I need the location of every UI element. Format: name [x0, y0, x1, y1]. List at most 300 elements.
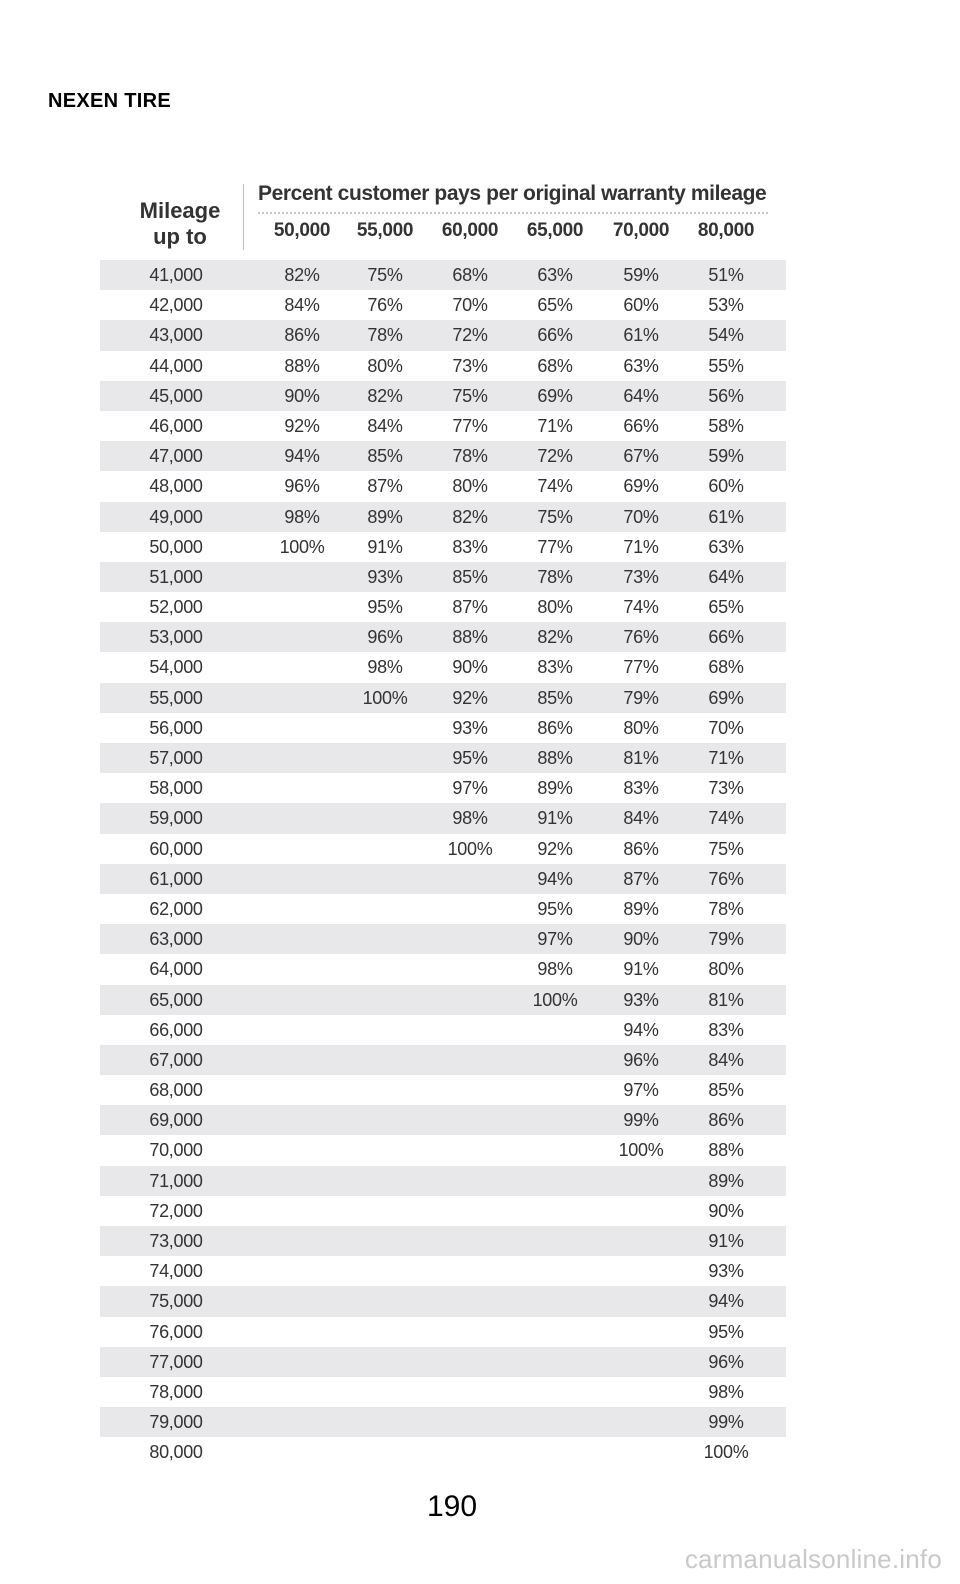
percent-cell: 78% — [367, 325, 403, 346]
percent-cell: 86% — [284, 325, 320, 346]
mileage-cell: 51,000 — [149, 566, 203, 587]
percent-cell: 88% — [284, 355, 320, 376]
percent-cell — [512, 1437, 598, 1467]
percent-cell — [427, 1135, 513, 1165]
percent-cell — [427, 1317, 513, 1347]
table-row — [100, 834, 786, 864]
percent-cell — [259, 622, 345, 652]
mileage-cell: 75,000 — [149, 1291, 203, 1312]
percent-cell: 85% — [537, 687, 573, 708]
percent-cell: 77% — [537, 536, 573, 557]
percent-cell: 91% — [708, 1231, 744, 1251]
percent-cell — [342, 834, 428, 864]
percent-cell — [259, 1135, 345, 1165]
percent-cell — [259, 1015, 345, 1045]
percent-cell — [342, 743, 428, 773]
percent-cell: 74% — [623, 597, 659, 618]
mileage-cell: 56,000 — [149, 717, 203, 738]
percent-cell: 83% — [452, 536, 488, 557]
percent-cell: 82% — [284, 265, 320, 285]
mileage-cell: 70,000 — [149, 1140, 203, 1161]
mileage-cell: 46,000 — [149, 415, 203, 436]
table-row — [100, 864, 786, 894]
percent-cell — [427, 1075, 513, 1105]
table-body — [100, 260, 786, 1468]
percent-cell: 92% — [537, 838, 573, 859]
percent-cell — [512, 1377, 598, 1407]
percent-cell: 64% — [623, 385, 659, 406]
percent-cell — [427, 1166, 513, 1196]
percent-cell: 64% — [708, 566, 744, 587]
percent-cell — [259, 985, 345, 1015]
percent-cell — [342, 713, 428, 743]
percent-cell: 98% — [537, 959, 573, 980]
table-row — [100, 1135, 786, 1165]
percent-cell — [342, 1347, 428, 1377]
table-row — [100, 1377, 786, 1407]
mileage-cell: 68,000 — [149, 1080, 203, 1101]
column-header: 55,000 — [356, 220, 414, 241]
percent-cell: 58% — [708, 415, 744, 436]
percent-cell: 94% — [537, 868, 573, 889]
percent-cell: 69% — [537, 385, 573, 406]
percent-cell — [342, 1166, 428, 1196]
percent-cell: 76% — [708, 868, 744, 889]
mileage-cell: 59,000 — [149, 808, 203, 829]
percent-cell: 78% — [708, 898, 744, 919]
mileage-cell: 62,000 — [149, 898, 203, 919]
column-header: 60,000 — [441, 220, 499, 241]
percent-cell: 82% — [452, 506, 488, 527]
table-row — [100, 592, 786, 622]
percent-cell: 75% — [452, 385, 488, 406]
percent-cell — [259, 834, 345, 864]
table-row — [100, 985, 786, 1015]
percent-cell: 97% — [623, 1080, 659, 1101]
percent-cell: 77% — [452, 415, 488, 436]
percent-cell: 51% — [708, 265, 744, 285]
table-row — [100, 924, 786, 954]
percent-cell — [512, 1256, 598, 1286]
percent-cell — [512, 1045, 598, 1075]
table-row — [100, 532, 786, 562]
percent-cell: 59% — [623, 265, 659, 285]
mileage-cell: 76,000 — [149, 1321, 203, 1342]
percent-cell — [342, 985, 428, 1015]
percent-cell: 68% — [537, 355, 573, 376]
mileage-cell: 78,000 — [149, 1381, 203, 1402]
percent-cell — [259, 713, 345, 743]
mileage-cell: 41,000 — [149, 265, 203, 285]
mileage-header-line-2: up to — [153, 224, 207, 249]
mileage-cell: 72,000 — [149, 1200, 203, 1221]
percent-cell: 66% — [708, 627, 744, 648]
mileage-cell: 64,000 — [149, 959, 203, 980]
percent-cell: 71% — [537, 415, 573, 436]
percent-cell: 73% — [708, 778, 744, 799]
percent-cell — [598, 1317, 684, 1347]
percent-cell: 75% — [367, 265, 403, 285]
percent-cell — [598, 1166, 684, 1196]
percent-cell: 73% — [452, 355, 488, 376]
table-row — [100, 803, 786, 833]
mileage-cell: 53,000 — [149, 627, 203, 648]
table-row — [100, 411, 786, 441]
mileage-cell: 52,000 — [149, 597, 203, 618]
mileage-cell: 74,000 — [149, 1261, 203, 1282]
percent-cell — [259, 1166, 345, 1196]
percent-cell — [427, 1226, 513, 1256]
percent-cell — [512, 1226, 598, 1256]
percent-cell — [598, 1347, 684, 1377]
percent-cell: 94% — [623, 1019, 659, 1040]
percent-cell — [342, 1196, 428, 1226]
percent-cell: 68% — [708, 657, 744, 678]
percent-cell: 60% — [623, 295, 659, 316]
table-row — [100, 683, 786, 713]
percent-cell: 86% — [537, 717, 573, 738]
percent-cell: 96% — [623, 1049, 659, 1070]
percent-cell: 78% — [537, 566, 573, 587]
mileage-cell: 80,000 — [149, 1442, 203, 1463]
percent-cell — [259, 1286, 345, 1316]
mileage-cell: 67,000 — [149, 1049, 203, 1070]
percent-cell — [342, 803, 428, 833]
percent-cell: 96% — [367, 627, 403, 648]
percent-cell: 79% — [623, 687, 659, 708]
table-row — [100, 1015, 786, 1045]
percent-cell — [259, 1437, 345, 1467]
percent-cell: 98% — [367, 657, 403, 678]
percent-cell: 100% — [279, 536, 325, 557]
percent-cell: 90% — [623, 929, 659, 950]
percent-cell — [259, 1377, 345, 1407]
percent-cell — [259, 773, 345, 803]
percent-cell: 82% — [537, 627, 573, 648]
percent-cell — [512, 1407, 598, 1437]
percent-cell: 99% — [623, 1110, 659, 1131]
percent-cell — [259, 592, 345, 622]
percent-cell: 89% — [623, 898, 659, 919]
table-row — [100, 773, 786, 803]
percent-cell: 68% — [452, 265, 488, 285]
table-row — [100, 1196, 786, 1226]
table-row — [100, 502, 786, 532]
table-row — [100, 1407, 786, 1437]
mileage-cell: 42,000 — [149, 295, 203, 316]
percent-cell: 70% — [623, 506, 659, 527]
percent-cell: 71% — [708, 748, 744, 768]
percent-cell: 67% — [623, 446, 659, 467]
percent-cell: 73% — [623, 566, 659, 587]
table-row — [100, 1347, 786, 1377]
percent-cell — [259, 1407, 345, 1437]
mileage-cell: 71,000 — [149, 1170, 203, 1191]
column-header: 65,000 — [526, 220, 584, 241]
mileage-cell: 65,000 — [149, 989, 203, 1010]
percent-cell: 61% — [708, 506, 744, 527]
mileage-cell: 55,000 — [149, 687, 203, 708]
percent-cell: 75% — [537, 506, 573, 527]
percent-cell: 84% — [367, 415, 403, 436]
percent-cell — [512, 1166, 598, 1196]
percent-cell — [259, 924, 345, 954]
percent-cell — [259, 683, 345, 713]
percent-cell — [259, 743, 345, 773]
table-row — [100, 1075, 786, 1105]
percent-cell: 84% — [708, 1049, 744, 1070]
table-row — [100, 1256, 786, 1286]
percent-cell: 89% — [537, 778, 573, 799]
percent-cell — [598, 1437, 684, 1467]
percent-cell: 98% — [452, 808, 488, 829]
percent-cell: 98% — [284, 506, 320, 527]
percent-cell: 55% — [708, 355, 744, 376]
mileage-cell: 61,000 — [149, 868, 203, 889]
percent-cell: 91% — [623, 959, 659, 980]
percent-cell: 94% — [708, 1291, 744, 1312]
table-row — [100, 713, 786, 743]
percent-cell: 93% — [367, 566, 403, 587]
percent-cell: 85% — [708, 1080, 744, 1101]
percent-cell: 88% — [452, 627, 488, 648]
percent-cell — [259, 954, 345, 984]
table-row — [100, 351, 786, 381]
percent-cell: 53% — [708, 295, 744, 316]
percent-cell: 65% — [708, 597, 744, 618]
percent-cell: 77% — [623, 657, 659, 678]
percent-cell — [342, 1135, 428, 1165]
percent-cell: 88% — [708, 1140, 744, 1161]
percent-cell — [427, 1437, 513, 1467]
table-row — [100, 290, 786, 320]
percent-cell — [598, 1286, 684, 1316]
percent-cell: 72% — [537, 446, 573, 467]
percent-cell: 82% — [367, 385, 403, 406]
percent-cell — [259, 1317, 345, 1347]
percent-cell: 69% — [623, 476, 659, 497]
table-row — [100, 1105, 786, 1135]
percent-cell: 59% — [708, 446, 744, 467]
mileage-cell: 47,000 — [149, 446, 203, 467]
mileage-cell: 63,000 — [149, 929, 203, 950]
table-row — [100, 471, 786, 501]
percent-cell — [427, 1377, 513, 1407]
percent-cell — [342, 1286, 428, 1316]
percent-cell — [259, 1075, 345, 1105]
percent-cell: 74% — [537, 476, 573, 497]
percent-cell — [259, 1045, 345, 1075]
percent-cell — [259, 1226, 345, 1256]
percent-cell — [342, 1105, 428, 1135]
percent-cell: 96% — [284, 476, 320, 497]
percent-cell — [259, 1347, 345, 1377]
table-row — [100, 1166, 786, 1196]
percent-cell — [342, 1256, 428, 1286]
percent-cell — [598, 1196, 684, 1226]
percent-cell: 85% — [367, 446, 403, 467]
percent-cell: 100% — [447, 838, 493, 859]
mileage-cell: 57,000 — [149, 748, 203, 768]
percent-cell — [342, 1317, 428, 1347]
percent-cell: 95% — [367, 597, 403, 618]
table-row — [100, 1226, 786, 1256]
table-row — [100, 1045, 786, 1075]
percent-cell — [342, 864, 428, 894]
mileage-cell: 45,000 — [149, 385, 203, 406]
percent-cell — [259, 1256, 345, 1286]
percent-cell: 71% — [623, 536, 659, 557]
percent-cell: 94% — [284, 446, 320, 467]
percent-cell: 86% — [623, 838, 659, 859]
percent-cell: 100% — [362, 687, 408, 708]
percent-cell: 79% — [708, 929, 744, 950]
percent-cell: 74% — [708, 808, 744, 829]
percent-cell — [427, 894, 513, 924]
mileage-cell: 49,000 — [149, 506, 203, 527]
percent-cell — [259, 1105, 345, 1135]
percent-cell: 90% — [452, 657, 488, 678]
percent-cell — [342, 924, 428, 954]
percent-cell — [342, 954, 428, 984]
percent-cell: 93% — [452, 717, 488, 738]
percent-cell — [427, 1286, 513, 1316]
table-row — [100, 743, 786, 773]
mileage-cell: 54,000 — [149, 657, 203, 678]
percent-cell — [427, 1045, 513, 1075]
table-row — [100, 1286, 786, 1316]
percent-cell — [259, 652, 345, 682]
percent-cell: 100% — [532, 989, 578, 1010]
percent-cell: 92% — [284, 415, 320, 436]
percent-cell: 69% — [708, 687, 744, 708]
percent-cell: 56% — [708, 385, 744, 406]
percent-cell: 83% — [623, 778, 659, 799]
percent-cell — [342, 1226, 428, 1256]
percent-cell: 63% — [623, 355, 659, 376]
percent-cell: 96% — [708, 1351, 744, 1372]
percent-cell: 80% — [367, 355, 403, 376]
mileage-cell: 77,000 — [149, 1351, 203, 1372]
percent-cell — [259, 803, 345, 833]
percent-cell — [598, 1256, 684, 1286]
percent-cell: 72% — [452, 325, 488, 346]
percent-group-header: Percent customer pays per original warranty mileage — [258, 182, 767, 205]
percent-cell: 80% — [708, 959, 744, 980]
mileage-cell: 48,000 — [149, 476, 203, 497]
mileage-cell: 44,000 — [149, 355, 203, 376]
warranty-column-headers — [100, 220, 786, 250]
percent-cell: 81% — [623, 748, 659, 768]
table-row — [100, 622, 786, 652]
percent-cell: 86% — [708, 1110, 744, 1131]
percent-cell: 83% — [708, 1019, 744, 1040]
percent-cell — [427, 864, 513, 894]
percent-cell — [427, 1105, 513, 1135]
percent-cell — [427, 1256, 513, 1286]
table-row — [100, 894, 786, 924]
percent-cell: 90% — [284, 385, 320, 406]
percent-cell: 98% — [708, 1381, 744, 1402]
percent-cell: 87% — [452, 597, 488, 618]
column-header: 80,000 — [697, 220, 755, 241]
percent-cell — [427, 1196, 513, 1226]
percent-cell: 63% — [708, 536, 744, 557]
percent-cell: 91% — [537, 808, 573, 829]
percent-cell — [259, 1196, 345, 1226]
percent-cell — [259, 562, 345, 592]
percent-cell: 78% — [452, 446, 488, 467]
column-header: 70,000 — [612, 220, 670, 241]
mileage-cell: 43,000 — [149, 325, 203, 346]
percent-cell: 81% — [708, 989, 744, 1010]
percent-cell — [598, 1407, 684, 1437]
percent-cell: 66% — [623, 415, 659, 436]
percent-cell: 70% — [708, 717, 744, 738]
mileage-cell: 69,000 — [149, 1110, 203, 1131]
table-row — [100, 381, 786, 411]
percent-cell: 60% — [708, 476, 744, 497]
table-row — [100, 260, 786, 290]
percent-cell: 63% — [537, 265, 573, 285]
percent-cell: 85% — [452, 566, 488, 587]
mileage-cell: 79,000 — [149, 1412, 203, 1433]
percent-cell: 70% — [452, 295, 488, 316]
table-row — [100, 562, 786, 592]
percent-cell: 87% — [623, 868, 659, 889]
mileage-cell: 60,000 — [149, 838, 203, 859]
percent-cell — [512, 1317, 598, 1347]
percent-cell: 80% — [623, 717, 659, 738]
percent-cell: 93% — [623, 989, 659, 1010]
percent-cell: 65% — [537, 295, 573, 316]
percent-cell: 84% — [623, 808, 659, 829]
percent-cell — [427, 1347, 513, 1377]
mileage-cell: 73,000 — [149, 1231, 203, 1251]
percent-cell: 100% — [703, 1442, 749, 1463]
percent-cell: 93% — [708, 1261, 744, 1282]
percent-cell: 99% — [708, 1412, 744, 1433]
percent-cell: 95% — [708, 1321, 744, 1342]
percent-cell: 89% — [708, 1170, 744, 1191]
mileage-cell: 66,000 — [149, 1019, 203, 1040]
percent-cell: 61% — [623, 325, 659, 346]
percent-cell — [342, 1407, 428, 1437]
percent-cell: 97% — [537, 929, 573, 950]
percent-cell: 97% — [452, 778, 488, 799]
percent-cell — [512, 1075, 598, 1105]
percent-cell — [427, 985, 513, 1015]
percent-cell: 95% — [452, 748, 488, 768]
brand-heading: NEXEN TIRE — [48, 90, 172, 112]
percent-cell — [512, 1135, 598, 1165]
percent-cell: 84% — [284, 295, 320, 316]
percent-cell — [342, 1377, 428, 1407]
percent-cell: 66% — [537, 325, 573, 346]
percent-cell — [342, 773, 428, 803]
percent-cell: 83% — [537, 657, 573, 678]
page-number: 190 — [426, 1490, 478, 1523]
percent-cell — [342, 1437, 428, 1467]
percent-cell — [512, 1105, 598, 1135]
percent-cell: 100% — [618, 1140, 664, 1161]
table-row — [100, 1437, 786, 1467]
percent-cell — [598, 1377, 684, 1407]
percent-cell: 80% — [452, 476, 488, 497]
table-row — [100, 954, 786, 984]
percent-cell — [342, 1075, 428, 1105]
header-dotted-rule — [258, 212, 768, 214]
